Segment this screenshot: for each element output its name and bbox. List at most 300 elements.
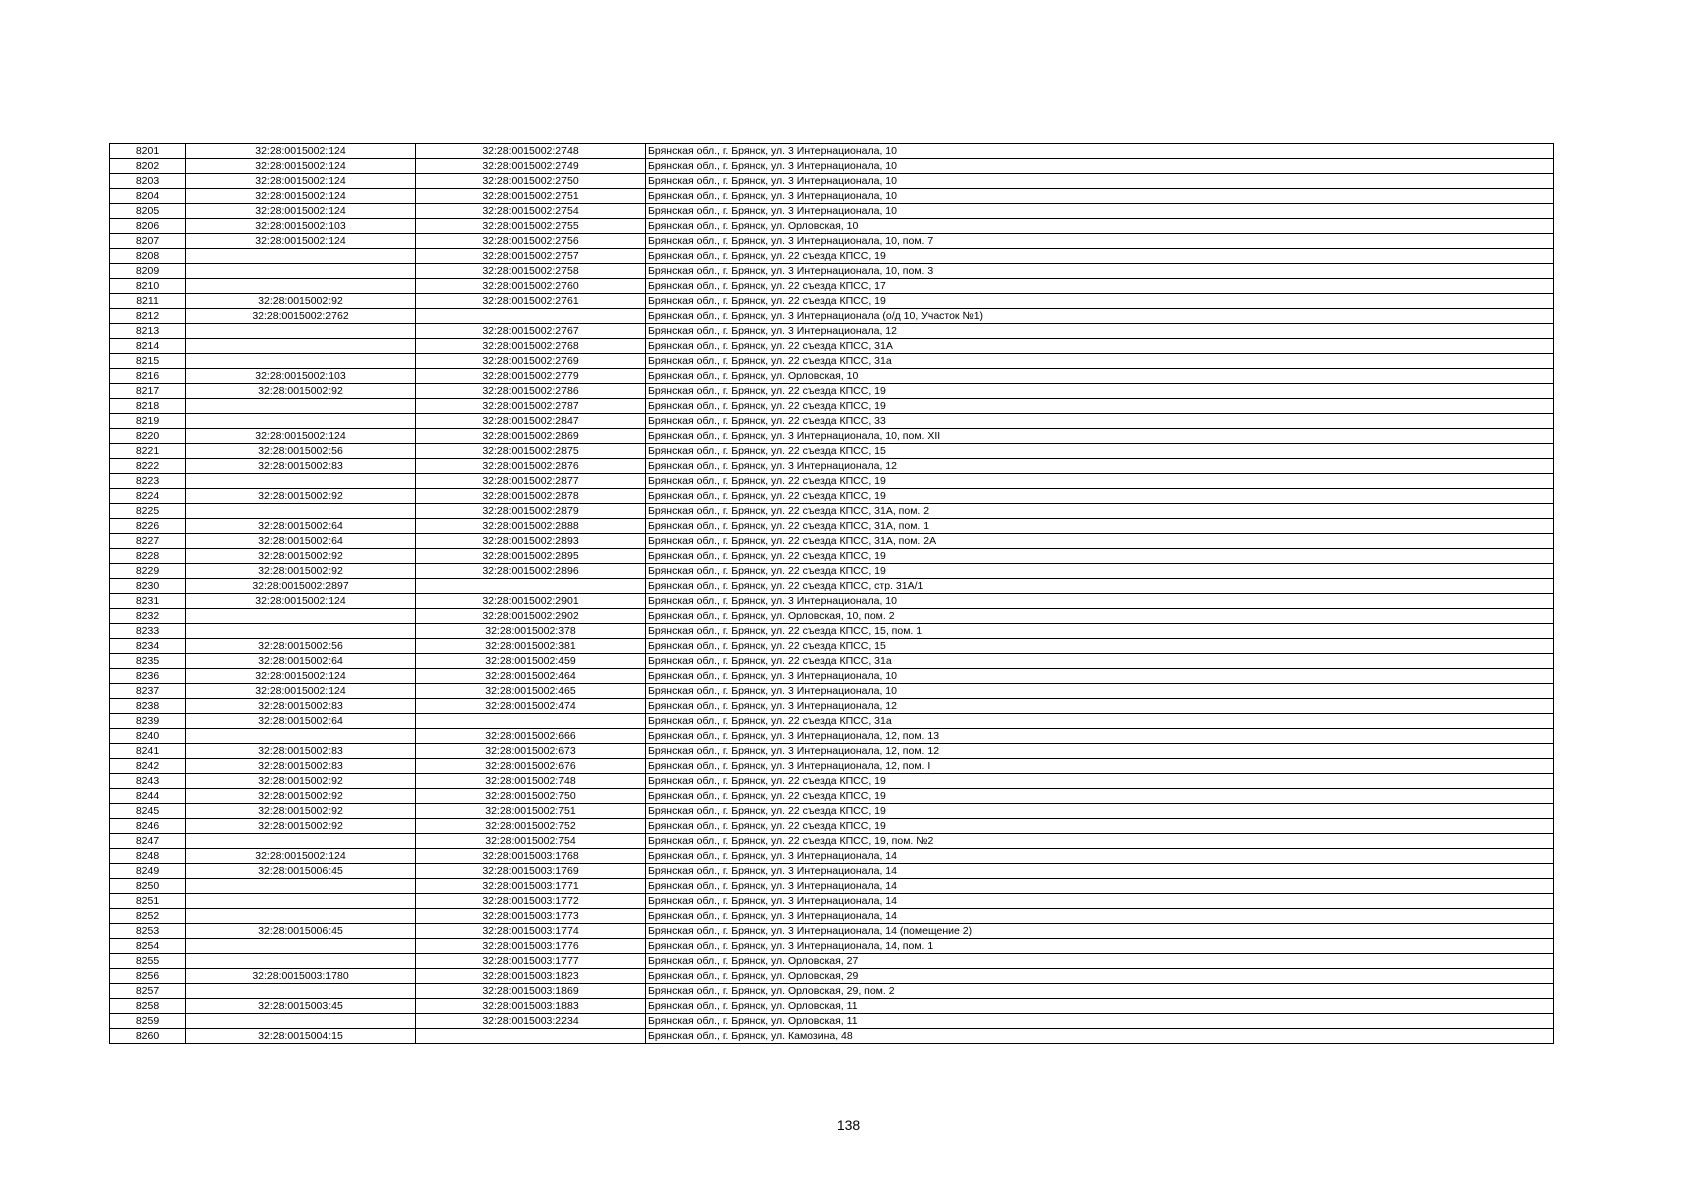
parcel-number-cell: 32:28:0015002:124 xyxy=(186,159,416,174)
address-cell: Брянская обл., г. Брянск, ул. 3 Интернационала, 12, пом. 13 xyxy=(646,729,1554,744)
parcel-number-cell xyxy=(186,354,416,369)
row-number-cell: 8212 xyxy=(110,309,186,324)
parcel-number-cell xyxy=(186,339,416,354)
parcel-number-cell xyxy=(186,609,416,624)
object-number-cell: 32:28:0015003:1883 xyxy=(416,999,646,1014)
table-row xyxy=(110,399,1554,414)
row-number-cell: 8228 xyxy=(110,549,186,564)
table-row xyxy=(110,489,1554,504)
parcel-number-cell: 32:28:0015002:92 xyxy=(186,564,416,579)
parcel-number-cell xyxy=(186,399,416,414)
address-cell: Брянская обл., г. Брянск, ул. 3 Интернационала, 10, пом. 7 xyxy=(646,234,1554,249)
address-cell: Брянская обл., г. Брянск, ул. Орловская, 10 xyxy=(646,369,1554,384)
object-number-cell: 32:28:0015002:2768 xyxy=(416,339,646,354)
row-number-cell: 8233 xyxy=(110,624,186,639)
object-number-cell: 32:28:0015002:748 xyxy=(416,774,646,789)
address-cell: Брянская обл., г. Брянск, ул. 3 Интернационала, 14, пом. 1 xyxy=(646,939,1554,954)
address-cell: Брянская обл., г. Брянск, ул. 3 Интернационала, 14 xyxy=(646,909,1554,924)
object-number-cell: 32:28:0015002:2902 xyxy=(416,609,646,624)
address-cell: Брянская обл., г. Брянск, ул. 22 съезда КПСС, 19 xyxy=(646,474,1554,489)
object-number-cell: 32:28:0015002:2779 xyxy=(416,369,646,384)
table-row xyxy=(110,429,1554,444)
table-row xyxy=(110,999,1554,1014)
address-cell: Брянская обл., г. Брянск, ул. 22 съезда КПСС, 19 xyxy=(646,819,1554,834)
parcel-number-cell: 32:28:0015003:1780 xyxy=(186,969,416,984)
row-number-cell: 8248 xyxy=(110,849,186,864)
table-row xyxy=(110,564,1554,579)
parcel-number-cell: 32:28:0015002:124 xyxy=(186,189,416,204)
object-number-cell: 32:28:0015002:750 xyxy=(416,789,646,804)
row-number-cell: 8231 xyxy=(110,594,186,609)
row-number-cell: 8257 xyxy=(110,984,186,999)
address-cell: Брянская обл., г. Брянск, ул. 22 съезда КПСС, 19 xyxy=(646,789,1554,804)
address-cell: Брянская обл., г. Брянск, ул. 3 Интернационала, 10 xyxy=(646,684,1554,699)
table-row xyxy=(110,549,1554,564)
table-row xyxy=(110,609,1554,624)
object-number-cell: 32:28:0015002:464 xyxy=(416,669,646,684)
address-cell: Брянская обл., г. Брянск, ул. 22 съезда КПСС, стр. 31А/1 xyxy=(646,579,1554,594)
row-number-cell: 8241 xyxy=(110,744,186,759)
row-number-cell: 8224 xyxy=(110,489,186,504)
object-number-cell: 32:28:0015002:2750 xyxy=(416,174,646,189)
table-row xyxy=(110,744,1554,759)
address-cell: Брянская обл., г. Брянск, ул. 3 Интернационала, 10 xyxy=(646,144,1554,159)
object-number-cell: 32:28:0015002:474 xyxy=(416,699,646,714)
address-cell: Брянская обл., г. Брянск, ул. 3 Интернационала, 14 xyxy=(646,879,1554,894)
object-number-cell: 32:28:0015002:2755 xyxy=(416,219,646,234)
parcel-number-cell: 32:28:0015006:45 xyxy=(186,924,416,939)
row-number-cell: 8226 xyxy=(110,519,186,534)
parcel-number-cell xyxy=(186,729,416,744)
parcel-number-cell: 32:28:0015002:92 xyxy=(186,789,416,804)
object-number-cell: 32:28:0015002:2751 xyxy=(416,189,646,204)
row-number-cell: 8238 xyxy=(110,699,186,714)
row-number-cell: 8205 xyxy=(110,204,186,219)
table-row xyxy=(110,759,1554,774)
parcel-number-cell xyxy=(186,954,416,969)
page-number: 138 xyxy=(836,1117,861,1133)
address-cell: Брянская обл., г. Брянск, ул. 3 Интернационала, 14 (помещение 2) xyxy=(646,924,1554,939)
parcel-number-cell xyxy=(186,279,416,294)
object-number-cell xyxy=(416,1029,646,1044)
table-row xyxy=(110,474,1554,489)
parcel-number-cell: 32:28:0015002:103 xyxy=(186,369,416,384)
address-cell: Брянская обл., г. Брянск, ул. Камозина, 48 xyxy=(646,1029,1554,1044)
row-number-cell: 8225 xyxy=(110,504,186,519)
table-row xyxy=(110,504,1554,519)
table-row xyxy=(110,264,1554,279)
row-number-cell: 8232 xyxy=(110,609,186,624)
table-row xyxy=(110,819,1554,834)
parcel-number-cell xyxy=(186,624,416,639)
parcel-number-cell xyxy=(186,264,416,279)
row-number-cell: 8209 xyxy=(110,264,186,279)
table-row xyxy=(110,309,1554,324)
row-number-cell: 8203 xyxy=(110,174,186,189)
table-row xyxy=(110,414,1554,429)
address-cell: Брянская обл., г. Брянск, ул. 22 съезда КПСС, 19 xyxy=(646,399,1554,414)
parcel-number-cell: 32:28:0015002:83 xyxy=(186,699,416,714)
parcel-number-cell: 32:28:0015002:92 xyxy=(186,294,416,309)
parcel-number-cell xyxy=(186,894,416,909)
object-number-cell: 32:28:0015003:1772 xyxy=(416,894,646,909)
table-row xyxy=(110,834,1554,849)
object-number-cell: 32:28:0015003:2234 xyxy=(416,1014,646,1029)
row-number-cell: 8206 xyxy=(110,219,186,234)
parcel-number-cell: 32:28:0015002:92 xyxy=(186,384,416,399)
address-cell: Брянская обл., г. Брянск, ул. Орловская, 10, пом. 2 xyxy=(646,609,1554,624)
parcel-number-cell xyxy=(186,504,416,519)
row-number-cell: 8240 xyxy=(110,729,186,744)
parcel-number-cell: 32:28:0015002:124 xyxy=(186,144,416,159)
row-number-cell: 8255 xyxy=(110,954,186,969)
object-number-cell: 32:28:0015002:2760 xyxy=(416,279,646,294)
address-cell: Брянская обл., г. Брянск, ул. 3 Интернационала, 14 xyxy=(646,864,1554,879)
parcel-number-cell xyxy=(186,834,416,849)
address-cell: Брянская обл., г. Брянск, ул. 3 Интернационала, 10, пом. XII xyxy=(646,429,1554,444)
parcel-number-cell: 32:28:0015002:83 xyxy=(186,744,416,759)
object-number-cell xyxy=(416,309,646,324)
object-number-cell: 32:28:0015002:2767 xyxy=(416,324,646,339)
table-row xyxy=(110,339,1554,354)
row-number-cell: 8252 xyxy=(110,909,186,924)
object-number-cell: 32:28:0015002:2879 xyxy=(416,504,646,519)
parcel-number-cell: 32:28:0015002:2897 xyxy=(186,579,416,594)
address-cell: Брянская обл., г. Брянск, ул. 3 Интернационала, 10 xyxy=(646,669,1554,684)
row-number-cell: 8230 xyxy=(110,579,186,594)
object-number-cell: 32:28:0015002:676 xyxy=(416,759,646,774)
row-number-cell: 8235 xyxy=(110,654,186,669)
row-number-cell: 8223 xyxy=(110,474,186,489)
object-number-cell: 32:28:0015003:1771 xyxy=(416,879,646,894)
object-number-cell: 32:28:0015002:2761 xyxy=(416,294,646,309)
address-cell: Брянская обл., г. Брянск, ул. 22 съезда КПСС, 31А xyxy=(646,339,1554,354)
address-cell: Брянская обл., г. Брянск, ул. 22 съезда КПСС, 19, пом. №2 xyxy=(646,834,1554,849)
address-cell: Брянская обл., г. Брянск, ул. 22 съезда КПСС, 19 xyxy=(646,564,1554,579)
address-cell: Брянская обл., г. Брянск, ул. Орловская, 29 xyxy=(646,969,1554,984)
object-number-cell: 32:28:0015003:1774 xyxy=(416,924,646,939)
address-cell: Брянская обл., г. Брянск, ул. 22 съезда КПСС, 31а xyxy=(646,714,1554,729)
row-number-cell: 8259 xyxy=(110,1014,186,1029)
parcel-number-cell xyxy=(186,939,416,954)
object-number-cell: 32:28:0015003:1776 xyxy=(416,939,646,954)
address-cell: Брянская обл., г. Брянск, ул. Орловская, 10 xyxy=(646,219,1554,234)
address-cell: Брянская обл., г. Брянск, ул. 22 съезда КПСС, 15 xyxy=(646,639,1554,654)
address-cell: Брянская обл., г. Брянск, ул. 3 Интернационала, 12 xyxy=(646,699,1554,714)
address-cell: Брянская обл., г. Брянск, ул. 3 Интернационала, 12, пом. I xyxy=(646,759,1554,774)
row-number-cell: 8258 xyxy=(110,999,186,1014)
parcel-number-cell xyxy=(186,474,416,489)
object-number-cell: 32:28:0015002:2869 xyxy=(416,429,646,444)
table-row xyxy=(110,294,1554,309)
row-number-cell: 8253 xyxy=(110,924,186,939)
table-row xyxy=(110,459,1554,474)
address-cell: Брянская обл., г. Брянск, ул. Орловская, 11 xyxy=(646,999,1554,1014)
address-cell: Брянская обл., г. Брянск, ул. 22 съезда КПСС, 31А, пом. 2 xyxy=(646,504,1554,519)
table-row xyxy=(110,384,1554,399)
object-number-cell: 32:28:0015002:2893 xyxy=(416,534,646,549)
address-cell: Брянская обл., г. Брянск, ул. 3 Интернационала, 10 xyxy=(646,594,1554,609)
address-cell: Брянская обл., г. Брянск, ул. 22 съезда КПСС, 19 xyxy=(646,384,1554,399)
object-number-cell: 32:28:0015002:2757 xyxy=(416,249,646,264)
address-cell: Брянская обл., г. Брянск, ул. 22 съезда КПСС, 17 xyxy=(646,279,1554,294)
row-number-cell: 8249 xyxy=(110,864,186,879)
table-row xyxy=(110,189,1554,204)
table-row xyxy=(110,249,1554,264)
row-number-cell: 8250 xyxy=(110,879,186,894)
table-row xyxy=(110,729,1554,744)
table-row xyxy=(110,639,1554,654)
address-cell: Брянская обл., г. Брянск, ул. 3 Интернационала, 10 xyxy=(646,174,1554,189)
parcel-number-cell xyxy=(186,249,416,264)
row-number-cell: 8245 xyxy=(110,804,186,819)
address-cell: Брянская обл., г. Брянск, ул. 3 Интернационала, 14 xyxy=(646,849,1554,864)
object-number-cell: 32:28:0015002:2877 xyxy=(416,474,646,489)
address-cell: Брянская обл., г. Брянск, ул. 22 съезда КПСС, 15, пом. 1 xyxy=(646,624,1554,639)
address-cell: Брянская обл., г. Брянск, ул. 22 съезда КПСС, 31А, пом. 1 xyxy=(646,519,1554,534)
table-row xyxy=(110,234,1554,249)
row-number-cell: 8208 xyxy=(110,249,186,264)
table-row xyxy=(110,669,1554,684)
object-number-cell: 32:28:0015002:2847 xyxy=(416,414,646,429)
row-number-cell: 8207 xyxy=(110,234,186,249)
row-number-cell: 8221 xyxy=(110,444,186,459)
address-cell: Брянская обл., г. Брянск, ул. 3 Интернационала, 10 xyxy=(646,159,1554,174)
parcel-number-cell: 32:28:0015006:45 xyxy=(186,864,416,879)
address-cell: Брянская обл., г. Брянск, ул. Орловская, 29, пом. 2 xyxy=(646,984,1554,999)
row-number-cell: 8256 xyxy=(110,969,186,984)
table-row xyxy=(110,699,1554,714)
row-number-cell: 8247 xyxy=(110,834,186,849)
row-number-cell: 8216 xyxy=(110,369,186,384)
object-number-cell: 32:28:0015002:752 xyxy=(416,819,646,834)
parcel-number-cell: 32:28:0015002:124 xyxy=(186,684,416,699)
table-row xyxy=(110,654,1554,669)
parcel-number-cell xyxy=(186,324,416,339)
table-row xyxy=(110,969,1554,984)
table-row xyxy=(110,534,1554,549)
address-cell: Брянская обл., г. Брянск, ул. 22 съезда КПСС, 19 xyxy=(646,549,1554,564)
object-number-cell: 32:28:0015003:1768 xyxy=(416,849,646,864)
table-row xyxy=(110,774,1554,789)
object-number-cell: 32:28:0015002:465 xyxy=(416,684,646,699)
row-number-cell: 8243 xyxy=(110,774,186,789)
table-row xyxy=(110,714,1554,729)
object-number-cell: 32:28:0015002:2748 xyxy=(416,144,646,159)
object-number-cell: 32:28:0015002:666 xyxy=(416,729,646,744)
parcel-number-cell: 32:28:0015002:92 xyxy=(186,549,416,564)
table-row xyxy=(110,444,1554,459)
address-cell: Брянская обл., г. Брянск, ул. 22 съезда КПСС, 19 xyxy=(646,489,1554,504)
row-number-cell: 8201 xyxy=(110,144,186,159)
parcel-number-cell: 32:28:0015002:124 xyxy=(186,174,416,189)
table-row xyxy=(110,624,1554,639)
object-number-cell: 32:28:0015003:1823 xyxy=(416,969,646,984)
table-row xyxy=(110,864,1554,879)
object-number-cell: 32:28:0015002:2787 xyxy=(416,399,646,414)
table-row xyxy=(110,144,1554,159)
address-cell: Брянская обл., г. Брянск, ул. 3 Интернационала (о/д 10, Участок №1) xyxy=(646,309,1554,324)
table-body xyxy=(110,144,1554,1044)
object-number-cell xyxy=(416,579,646,594)
table-row xyxy=(110,174,1554,189)
object-number-cell: 32:28:0015002:378 xyxy=(416,624,646,639)
row-number-cell: 8220 xyxy=(110,429,186,444)
row-number-cell: 8244 xyxy=(110,789,186,804)
object-number-cell: 32:28:0015003:1869 xyxy=(416,984,646,999)
table-row xyxy=(110,159,1554,174)
address-cell: Брянская обл., г. Брянск, ул. 22 съезда КПСС, 19 xyxy=(646,294,1554,309)
table-row xyxy=(110,579,1554,594)
address-cell: Брянская обл., г. Брянск, ул. 3 Интернационала, 10 xyxy=(646,189,1554,204)
row-number-cell: 8242 xyxy=(110,759,186,774)
address-cell: Брянская обл., г. Брянск, ул. 22 съезда КПСС, 19 xyxy=(646,774,1554,789)
row-number-cell: 8222 xyxy=(110,459,186,474)
table-row xyxy=(110,279,1554,294)
cadastral-table xyxy=(109,143,1554,1044)
object-number-cell: 32:28:0015002:2756 xyxy=(416,234,646,249)
parcel-number-cell: 32:28:0015002:124 xyxy=(186,234,416,249)
address-cell: Брянская обл., г. Брянск, ул. 22 съезда КПСС, 19 xyxy=(646,249,1554,264)
object-number-cell: 32:28:0015002:2754 xyxy=(416,204,646,219)
object-number-cell: 32:28:0015003:1777 xyxy=(416,954,646,969)
table-row xyxy=(110,789,1554,804)
table-row xyxy=(110,1029,1554,1044)
table-row xyxy=(110,939,1554,954)
object-number-cell: 32:28:0015002:673 xyxy=(416,744,646,759)
row-number-cell: 8217 xyxy=(110,384,186,399)
address-cell: Брянская обл., г. Брянск, ул. 22 съезда КПСС, 15 xyxy=(646,444,1554,459)
object-number-cell xyxy=(416,714,646,729)
address-cell: Брянская обл., г. Брянск, ул. Орловская, 27 xyxy=(646,954,1554,969)
address-cell: Брянская обл., г. Брянск, ул. 3 Интернационала, 10 xyxy=(646,204,1554,219)
table-row xyxy=(110,1014,1554,1029)
address-cell: Брянская обл., г. Брянск, ул. 3 Интернационала, 14 xyxy=(646,894,1554,909)
address-cell: Брянская обл., г. Брянск, ул. 22 съезда КПСС, 31А, пом. 2А xyxy=(646,534,1554,549)
object-number-cell: 32:28:0015002:2786 xyxy=(416,384,646,399)
address-cell: Брянская обл., г. Брянск, ул. 3 Интернационала, 12, пом. 12 xyxy=(646,744,1554,759)
address-cell: Брянская обл., г. Брянск, ул. 3 Интернационала, 10, пом. 3 xyxy=(646,264,1554,279)
row-number-cell: 8214 xyxy=(110,339,186,354)
parcel-number-cell: 32:28:0015002:124 xyxy=(186,594,416,609)
address-cell: Брянская обл., г. Брянск, ул. 22 съезда КПСС, 31а xyxy=(646,354,1554,369)
parcel-number-cell: 32:28:0015002:92 xyxy=(186,774,416,789)
row-number-cell: 8251 xyxy=(110,894,186,909)
parcel-number-cell: 32:28:0015002:2762 xyxy=(186,309,416,324)
row-number-cell: 8202 xyxy=(110,159,186,174)
parcel-number-cell: 32:28:0015002:64 xyxy=(186,519,416,534)
object-number-cell: 32:28:0015002:2888 xyxy=(416,519,646,534)
table-row xyxy=(110,684,1554,699)
address-cell: Брянская обл., г. Брянск, ул. 22 съезда КПСС, 19 xyxy=(646,804,1554,819)
address-cell: Брянская обл., г. Брянск, ул. 3 Интернационала, 12 xyxy=(646,459,1554,474)
row-number-cell: 8234 xyxy=(110,639,186,654)
parcel-number-cell: 32:28:0015002:64 xyxy=(186,534,416,549)
parcel-number-cell: 32:28:0015004:15 xyxy=(186,1029,416,1044)
parcel-number-cell: 32:28:0015002:83 xyxy=(186,759,416,774)
table-row xyxy=(110,894,1554,909)
parcel-number-cell xyxy=(186,879,416,894)
row-number-cell: 8210 xyxy=(110,279,186,294)
parcel-number-cell: 32:28:0015002:124 xyxy=(186,849,416,864)
object-number-cell: 32:28:0015002:2876 xyxy=(416,459,646,474)
parcel-number-cell: 32:28:0015002:92 xyxy=(186,819,416,834)
parcel-number-cell: 32:28:0015002:103 xyxy=(186,219,416,234)
parcel-number-cell: 32:28:0015002:83 xyxy=(186,459,416,474)
object-number-cell: 32:28:0015002:2901 xyxy=(416,594,646,609)
table-row xyxy=(110,519,1554,534)
parcel-number-cell xyxy=(186,984,416,999)
parcel-number-cell: 32:28:0015002:124 xyxy=(186,429,416,444)
parcel-number-cell: 32:28:0015003:45 xyxy=(186,999,416,1014)
object-number-cell: 32:28:0015002:2878 xyxy=(416,489,646,504)
parcel-number-cell xyxy=(186,414,416,429)
parcel-number-cell: 32:28:0015002:56 xyxy=(186,444,416,459)
address-cell: Брянская обл., г. Брянск, ул. Орловская, 11 xyxy=(646,1014,1554,1029)
table-row xyxy=(110,879,1554,894)
row-number-cell: 8237 xyxy=(110,684,186,699)
row-number-cell: 8227 xyxy=(110,534,186,549)
row-number-cell: 8239 xyxy=(110,714,186,729)
row-number-cell: 8236 xyxy=(110,669,186,684)
table-row xyxy=(110,324,1554,339)
table-row xyxy=(110,909,1554,924)
row-number-cell: 8246 xyxy=(110,819,186,834)
object-number-cell: 32:28:0015002:2769 xyxy=(416,354,646,369)
object-number-cell: 32:28:0015003:1773 xyxy=(416,909,646,924)
object-number-cell: 32:28:0015002:751 xyxy=(416,804,646,819)
table-row xyxy=(110,924,1554,939)
address-cell: Брянская обл., г. Брянск, ул. 22 съезда КПСС, 31а xyxy=(646,654,1554,669)
parcel-number-cell xyxy=(186,909,416,924)
table-row xyxy=(110,219,1554,234)
parcel-number-cell: 32:28:0015002:124 xyxy=(186,669,416,684)
parcel-number-cell xyxy=(186,1014,416,1029)
row-number-cell: 8229 xyxy=(110,564,186,579)
address-cell: Брянская обл., г. Брянск, ул. 22 съезда КПСС, 33 xyxy=(646,414,1554,429)
parcel-number-cell: 32:28:0015002:124 xyxy=(186,204,416,219)
object-number-cell: 32:28:0015002:2895 xyxy=(416,549,646,564)
table-row xyxy=(110,804,1554,819)
object-number-cell: 32:28:0015002:381 xyxy=(416,639,646,654)
address-cell: Брянская обл., г. Брянск, ул. 3 Интернационала, 12 xyxy=(646,324,1554,339)
parcel-number-cell: 32:28:0015002:92 xyxy=(186,489,416,504)
object-number-cell: 32:28:0015003:1769 xyxy=(416,864,646,879)
object-number-cell: 32:28:0015002:2875 xyxy=(416,444,646,459)
row-number-cell: 8213 xyxy=(110,324,186,339)
parcel-number-cell: 32:28:0015002:56 xyxy=(186,639,416,654)
parcel-number-cell: 32:28:0015002:64 xyxy=(186,654,416,669)
parcel-number-cell: 32:28:0015002:64 xyxy=(186,714,416,729)
table-row xyxy=(110,984,1554,999)
table-row xyxy=(110,369,1554,384)
row-number-cell: 8260 xyxy=(110,1029,186,1044)
table-row xyxy=(110,354,1554,369)
object-number-cell: 32:28:0015002:459 xyxy=(416,654,646,669)
row-number-cell: 8218 xyxy=(110,399,186,414)
parcel-number-cell: 32:28:0015002:92 xyxy=(186,804,416,819)
row-number-cell: 8219 xyxy=(110,414,186,429)
table-row xyxy=(110,849,1554,864)
table-row xyxy=(110,204,1554,219)
object-number-cell: 32:28:0015002:2749 xyxy=(416,159,646,174)
row-number-cell: 8254 xyxy=(110,939,186,954)
object-number-cell: 32:28:0015002:754 xyxy=(416,834,646,849)
row-number-cell: 8204 xyxy=(110,189,186,204)
table-row xyxy=(110,954,1554,969)
object-number-cell: 32:28:0015002:2896 xyxy=(416,564,646,579)
row-number-cell: 8215 xyxy=(110,354,186,369)
